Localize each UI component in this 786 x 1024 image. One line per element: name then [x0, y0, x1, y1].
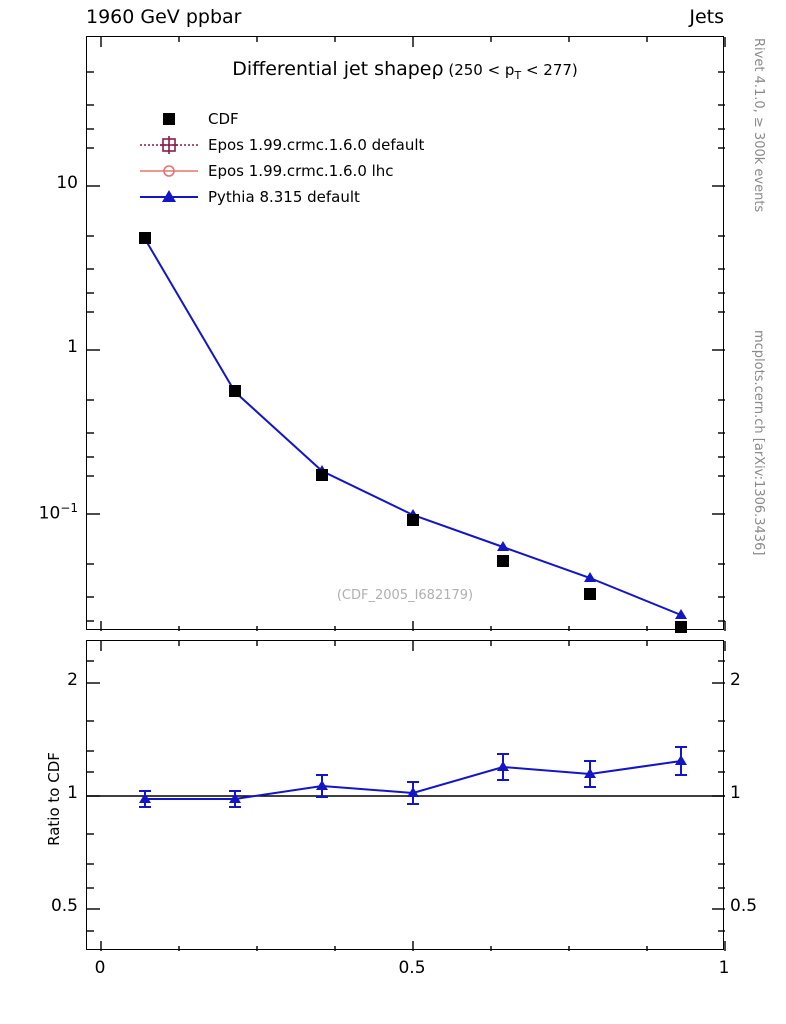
- legend-label-epos-lhc: Epos 1.99.crmc.1.6.0 lhc: [208, 162, 394, 180]
- analysis-id-watermark: (CDF_2005_I682179): [336, 588, 474, 603]
- plot-title-sub-pre: (250 < p: [448, 61, 515, 79]
- xtick-0-5: 0.5: [398, 958, 426, 978]
- arxiv-caption: mcplots.cern.ch [arXiv:1306.3436]: [751, 330, 766, 556]
- legend-marker-cross-box-icon: [140, 135, 198, 155]
- legend-label-epos-default: Epos 1.99.crmc.1.6.0 default: [208, 136, 425, 154]
- main-ytick-1: 1: [67, 337, 78, 357]
- legend-marker-circle-icon: [140, 161, 198, 181]
- header-left-label: 1960 GeV ppbar: [86, 6, 242, 28]
- main-ytick-10: 10: [56, 173, 78, 193]
- xtick-0: 0: [94, 958, 106, 978]
- ratio-ytick-2: 2: [67, 670, 78, 690]
- ratio-y-axis-label: Ratio to CDF: [45, 752, 63, 846]
- main-ytick-0-1: $10^{-1}$: [38, 501, 78, 524]
- legend-item-cdf[interactable]: [140, 106, 424, 132]
- plot-title-sub-post: < 277): [521, 61, 578, 79]
- legend-label-cdf: CDF: [208, 110, 239, 128]
- series-markers-pythia: [139, 233, 687, 619]
- ratio-ytick-0-5: 0.5: [50, 896, 78, 916]
- ratio-ytick-right-1: 1: [730, 783, 741, 803]
- ratio-plot-panel: [86, 640, 724, 950]
- legend: [140, 106, 424, 210]
- ratio-ytick-1: 1: [67, 783, 78, 803]
- legend-label-pythia: Pythia 8.315 default: [208, 188, 360, 206]
- ratio-plot-canvas: [87, 641, 725, 951]
- legend-marker-triangle-icon: [140, 187, 198, 207]
- legend-item-epos-default[interactable]: [140, 132, 424, 158]
- legend-marker-square-icon: [140, 109, 198, 129]
- main-y-axis-ticks-right: [712, 72, 725, 621]
- series-line-pythia: [145, 239, 681, 615]
- cdf-last-point: [675, 621, 687, 633]
- series-markers-cdf: [139, 232, 687, 631]
- plot-title-sub-sub: T: [514, 69, 522, 82]
- xtick-1: 1: [718, 958, 730, 978]
- legend-item-epos-lhc[interactable]: [140, 158, 424, 184]
- plot-title-main: Differential jet shape: [232, 58, 432, 80]
- ratio-ytick-right-2: 2: [730, 670, 741, 690]
- header-right-label: Jets: [689, 6, 724, 28]
- plot-title-rho: ρ: [431, 58, 444, 80]
- legend-item-pythia[interactable]: [140, 184, 424, 210]
- ratio-ytick-right-0-5: 0.5: [730, 896, 758, 916]
- main-y-axis-ticks: [87, 72, 100, 621]
- rivet-version-caption: Rivet 4.1.0, ≥ 300k events: [751, 38, 766, 213]
